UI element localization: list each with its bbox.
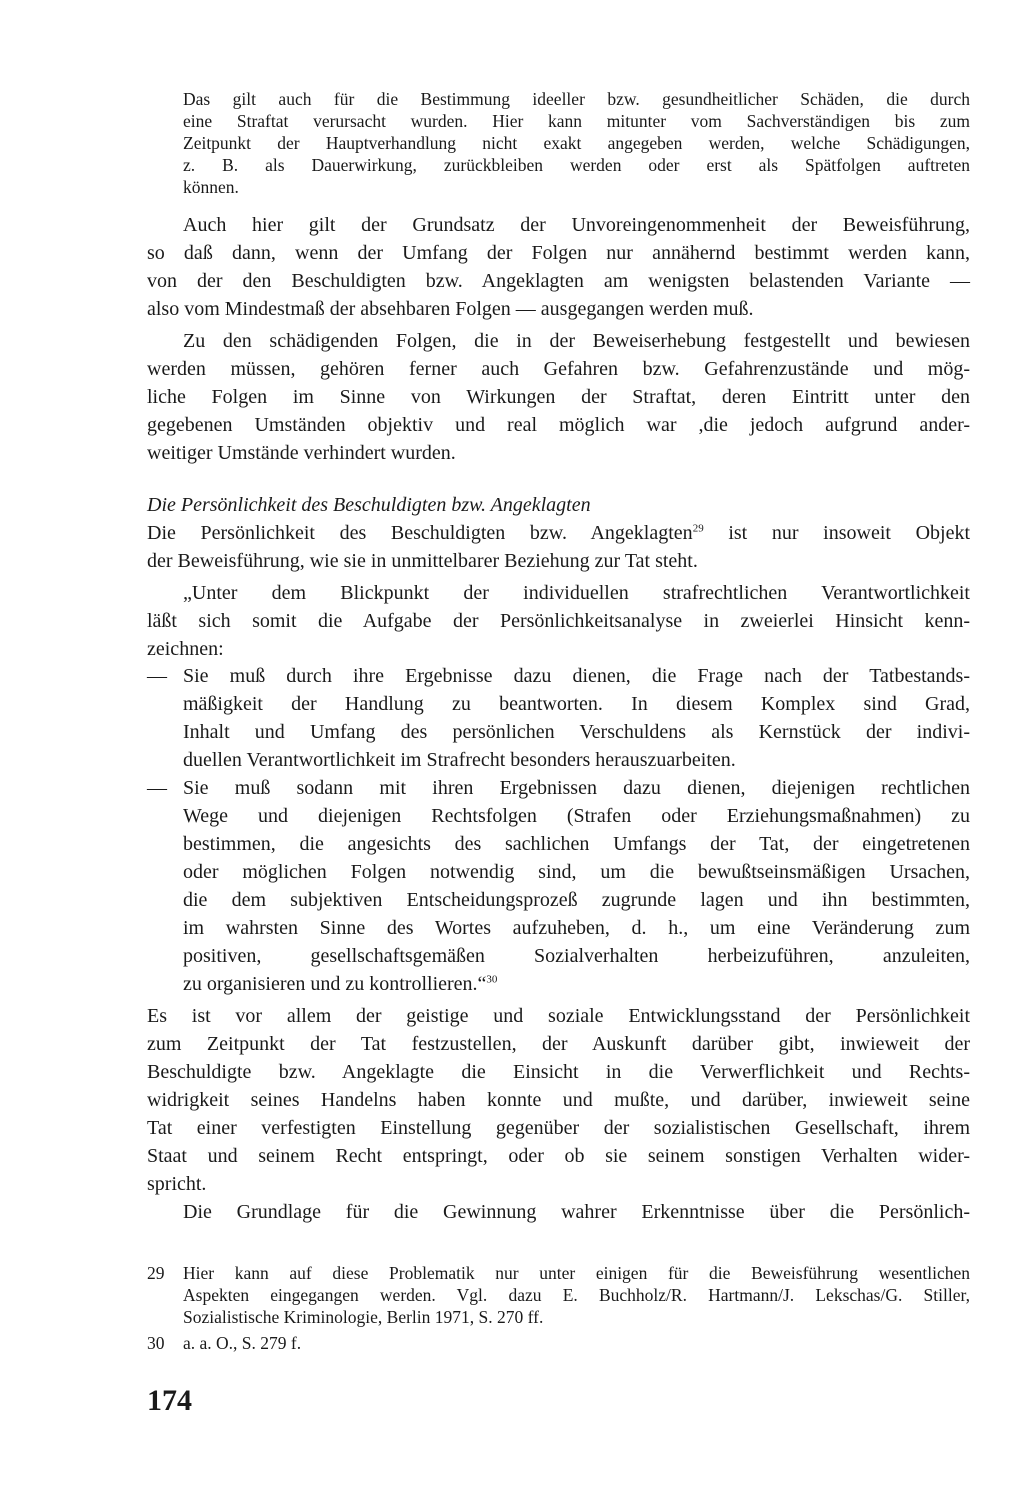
footnote-line: a. a. O., S. 279 f. <box>183 1333 302 1353</box>
footnote-ref-30: 30 <box>486 973 498 986</box>
bullet1-line: Sie muß durch ihre Ergebnisse dazu dienen, die Frage nach der Tatbestands- <box>183 665 970 687</box>
intro-line: Das gilt auch für die Bestimmung ideeller bzw. gesundheitlicher Schäden, die durch <box>183 89 970 109</box>
para2-line: weitiger Umstände verhindert wurden. <box>147 442 456 464</box>
page-number: 174 <box>147 1384 192 1417</box>
quote-line: läßt sich somit die Aufgabe der Persönlichkeitsanalyse in zweierlei Hinsicht kenn- <box>147 610 970 632</box>
para2-line: Zu den schädigenden Folgen, die in der Beweiserhebung festgestellt und bewiesen <box>183 330 970 352</box>
bullet2-text: zu organisieren und zu kontrollieren.“ <box>183 973 487 995</box>
para2-line: liche Folgen im Sinne von Wirkungen der Straftat, deren Eintritt unter den <box>147 386 970 408</box>
footnote-line: Hier kann auf diese Problematik nur unter einigen für die Beweisführung wesentlichen <box>183 1263 970 1283</box>
para2-line: gegebenen Umständen objektiv und real möglich war ,die jedoch aufgrund ander- <box>147 414 970 436</box>
bullet2-line: oder möglichen Folgen notwendig sind, um die bewußtseinsmäßigen Ursachen, <box>183 861 970 883</box>
bullet-dash: — <box>147 777 167 799</box>
bullet2-line <box>183 971 970 997</box>
para1-line: also vom Mindestmaß der absehbaren Folgen — ausgegangen werden muß. <box>147 298 754 320</box>
footnote-ref-29: 29 <box>692 522 704 535</box>
bullet1-line: mäßigkeit der Handlung zu beantworten. In diesem Komplex sind Grad, <box>183 693 970 715</box>
para4-line: Tat einer verfestigten Einstellung gegenüber der sozialistischen Gesellschaft, ihrem <box>147 1117 970 1139</box>
para1-line: so daß dann, wenn der Umfang der Folgen nur annähernd bestimmt werden kann, <box>147 242 970 264</box>
bullet2-line: Wege und diejenigen Rechtsfolgen (Strafen oder Erziehungsmaßnahmen) zu <box>183 805 970 827</box>
para3-text: Die Persönlichkeit des Beschuldigten bzw. Angeklagten <box>147 522 693 544</box>
intro-line: Zeitpunkt der Hauptverhandlung nicht exakt angegeben werden, welche Schädigungen, <box>183 133 970 153</box>
para3-line <box>147 520 970 546</box>
para4-line: spricht. <box>147 1173 207 1195</box>
footnote-line: Aspekten eingegangen werden. Vgl. dazu E. Buchholz/R. Hartmann/J. Lekschas/G. Stiller, <box>183 1285 970 1305</box>
bullet2-line: die dem subjektiven Entscheidungsprozeß zugrunde lagen und ihn bestimmten, <box>183 889 970 911</box>
para4-line: zum Zeitpunkt der Tat festzustellen, der Auskunft darüber gibt, inwieweit der <box>147 1033 970 1055</box>
para4-line: widrigkeit seines Handelns haben konnte und mußte, und darüber, inwieweit seine <box>147 1089 970 1111</box>
footnote-line: Sozialistische Kriminologie, Berlin 1971, S. 270 ff. <box>183 1307 544 1327</box>
para4-line: Staat und seinem Recht entspringt, oder ob sie seinem sonstigen Verhalten wider- <box>147 1145 970 1167</box>
bullet2-line: bestimmen, die angesichts des sachlichen Umfangs der Tat, der eingetretenen <box>183 833 970 855</box>
quote-line: zeichnen: <box>147 638 224 660</box>
intro-line: z. B. als Dauerwirkung, zurückbleiben werden oder erst als Spätfolgen auftreten <box>183 155 970 175</box>
bullet1-line: Inhalt und Umfang des persönlichen Verschuldens als Kernstück der indivi- <box>183 721 970 743</box>
para4-line: Beschuldigte bzw. Angeklagte die Einsicht in die Verwerflichkeit und Rechts- <box>147 1061 970 1083</box>
quote-line: „Unter dem Blickpunkt der individuellen strafrechtlichen Verantwortlichkeit <box>183 582 970 604</box>
para4-line: Es ist vor allem der geistige und soziale Entwicklungsstand der Persönlichkeit <box>147 1005 970 1027</box>
bullet2-line: im wahrsten Sinne des Wortes aufzuheben, d. h., um eine Veränderung zum <box>183 917 970 939</box>
intro-line: eine Straftat verursacht wurden. Hier kann mitunter vom Sachverständigen bis zum <box>183 111 970 131</box>
para2-line: werden müssen, gehören ferner auch Gefahren bzw. Gefahrenzustände und mög- <box>147 358 970 380</box>
para1-line: Auch hier gilt der Grundsatz der Unvoreingenommenheit der Beweisführung, <box>183 214 970 236</box>
intro-line: können. <box>183 177 239 197</box>
bullet2-line: Sie muß sodann mit ihren Ergebnissen dazu dienen, diejenigen rechtlichen <box>183 777 970 799</box>
bullet-dash: — <box>147 665 167 687</box>
para3-text: ist nur insoweit Objekt <box>703 522 970 544</box>
para1-line: von der den Beschuldigten bzw. Angeklagten am wenigsten belastenden Variante — <box>147 270 970 292</box>
para3-line: der Beweisführung, wie sie in unmittelbarer Beziehung zur Tat steht. <box>147 550 698 572</box>
bullet1-line: duellen Verantwortlichkeit im Strafrecht besonders herauszuarbeiten. <box>183 749 736 771</box>
para5-line: Die Grundlage für die Gewinnung wahrer Erkenntnisse über die Persönlich- <box>183 1201 970 1223</box>
bullet2-line: positiven, gesellschaftsgemäßen Sozialverhalten herbeizuführen, anzuleiten, <box>183 945 970 967</box>
footnote-number: 30 <box>147 1333 165 1353</box>
section-heading: Die Persönlichkeit des Beschuldigten bzw. Angeklagten <box>147 494 591 516</box>
footnote-number: 29 <box>147 1263 165 1283</box>
